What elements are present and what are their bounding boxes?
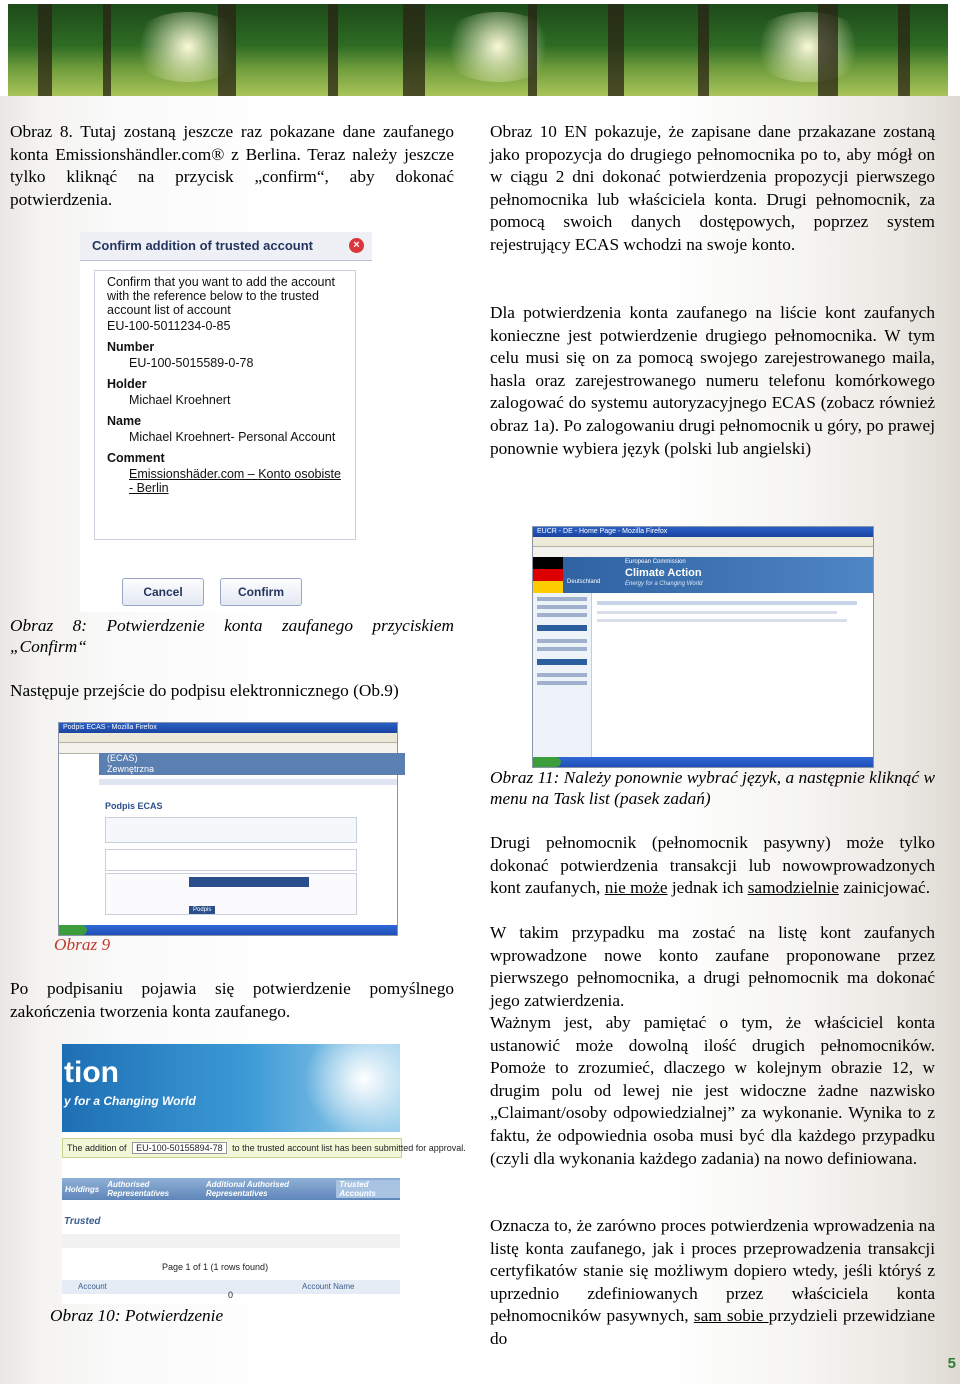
msg-text: to the trusted account list has been submitted for approval. [232, 1143, 466, 1153]
page-number: 5 [947, 1355, 956, 1372]
close-icon: × [349, 238, 364, 253]
tab-trusted-accounts: Trusted Accounts [336, 1180, 400, 1198]
dialog-title-text: Confirm addition of trusted account [92, 238, 313, 253]
paragraph-1: Obraz 10 EN pokazuje, że zapisane dane przakazane zostaną jako propozycja do drugiego pełnomocnika po to, aby mógł on w ciągu 2 dni dokonać potwierdzenia propozycji pierwszego pełnomocnika lub właściciela konta. Drugi pełnomocnik, za pomocą swoich danych dostępowych, poprzez system rejestrujący ECAS wchodzi na swoje konto. [490, 122, 935, 254]
number-value: EU-100-5015589-0-78 [129, 356, 254, 370]
trusted-heading: Trusted [64, 1216, 101, 1227]
paragraph-6: Oznacza to, że zarówno proces potwierdzenia wprowadzenia na listę konta zaufanego, jak i proces przeprowadzenia transakcji certyfikatów stanie się możliwym dopiero wtedy, jeśli któryś z uprzednio zdefiniowanych przez właściciela konta pełnomocników pasywnych, sam sobie przydzieli przewidziane do [490, 1216, 935, 1348]
ecas-brand-sub: Zewnętrzna [107, 764, 155, 774]
msg-label: The addition of [67, 1143, 127, 1153]
pager-text: Page 1 of 1 (1 rows found) [162, 1262, 269, 1272]
country-label: Deutschland [567, 579, 601, 585]
banner-line2: Climate Action [625, 567, 702, 579]
after-signing-text: Po podpisaniu pojawia się potwierdzenie pomyślnego zakończenia tworzenia konta zaufanego. [10, 979, 454, 1021]
comment-value: Emissionshäder.com – Konto osobiste - Berlin [129, 467, 341, 495]
tab-holdings: Holdings [65, 1184, 100, 1194]
trusted-account-confirmation-screenshot [62, 1044, 466, 1304]
cancel-button: Cancel [122, 578, 204, 606]
confirm-trusted-account-dialog-image [80, 232, 380, 612]
obraz11-caption: Obraz 11: Należy ponownie wybrać język, a następnie kliknąć w menu na Task list (pasek zadań) [490, 768, 935, 808]
dialog-intro: Confirm that you want to add the account with the reference below to the trusted account list of account [107, 275, 335, 317]
tab-authorised-representatives: Authorised Representatives [107, 1180, 170, 1198]
obraz9-caption: Obraz 9 [54, 935, 111, 954]
obraz8-caption: Obraz 8: Potwierdzenie konta zaufanego przyciskiem „Confirm“ [10, 616, 454, 656]
name-label: Name [107, 414, 142, 428]
comment-label: Comment [107, 451, 165, 465]
obraz8-intro: Obraz 8. Tutaj zostaną jeszcze raz pokazane dane zaufanego konta Emissionshändler.com® z Berlina. Teraz należy jeszcze tylko kliknąć na przycisk „confirm“, aby dokonać potwierdzenia. [10, 122, 454, 209]
name-value: Michael Kroehnert- Personal Account [129, 430, 336, 444]
tab-additional-authorised-representatives: Additional Authorised Representatives [205, 1180, 290, 1198]
confirm-button: Confirm [220, 578, 302, 606]
eucr-home-page-screenshot [532, 526, 874, 768]
podpis-button: Podpis [189, 906, 215, 914]
paragraph-4: W takim przypadku ma zostać na listę kont zaufanych wprowadzone nowe konto zaufane proponowane przez pierwszego pełnomocnika, a drugi pełnomocnik ma dokonać jego zatwierdzenia. [490, 923, 935, 1010]
eucr-banner [533, 557, 873, 593]
banner-text: tion [64, 1056, 119, 1089]
dialog-body [94, 270, 356, 540]
msg-account-ref: EU-100-50155894-78 [132, 1142, 227, 1154]
climate-action-banner [62, 1044, 400, 1132]
window-title: Podpis ECAS - Mozilla Firefox [59, 723, 397, 733]
dialog-title [80, 232, 372, 261]
tab-bar [62, 1178, 400, 1200]
ecas-heading: Podpis ECAS [105, 801, 163, 811]
holder-label: Holder [107, 377, 147, 391]
banner-sub: y for a Changing World [64, 1094, 196, 1108]
german-flag [533, 557, 563, 593]
underline-sam-sobie: sam sobie [693, 1306, 769, 1326]
paragraph-5: Ważnym jest, aby pamiętać o tym, że właściciel konta ustanowić może dowolną ilość drugich pełnomocników. Pomoże to zrozumieć, dlaczego w kolejnym obrazie 12, w drugim polu od lewej nie jest widoczne żadne nazwisko „Claimant/osoby odpowiedzialnej” za wykonanie. Wynika to z faktu, że odpowiednia osoba musi być dla każdego przypadku (czyli dla wykonania każdego zadania) na nowo definiowana. [490, 1013, 935, 1168]
banner-line3: Energy for a Changing World [625, 581, 703, 587]
col-account-name: Account Name [302, 1282, 355, 1291]
window-title: EUCR - DE - Home Page - Mozilla Firefox [533, 527, 873, 537]
paragraph-2: Dla potwierdzenia konta zaufanego na liście kont zaufanych konieczne jest potwierdzenie drugiego pełnomocnika. W tym celu musi się on za pomocą swojego zarejestrowanego maila, hasla oraz zarejestrowanego numeru telefonu komórkowego zalogować do systemu autoryzacyjnego ECAS (zobacz również obraz 1a). Po zalogowaniu drugi pełnomocnik u góry, po prawej ponownie wybiera język (polski lub angielski) [490, 303, 935, 458]
holder-value: Michael Kroehnert [129, 393, 231, 407]
ecas-banner [99, 753, 405, 775]
ecas-signature-screenshot [58, 722, 398, 936]
number-label: Number [107, 340, 155, 354]
col-account: Account [78, 1282, 107, 1291]
transition-text: Następuje przejście do podpisu elektronnicznego (Ob.9) [10, 681, 399, 700]
ecas-brand: (ECAS) [107, 753, 138, 763]
underline-samodzielnie: samodzielnie [747, 878, 839, 898]
dialog-ref: EU-100-5011234-0-85 [107, 319, 231, 333]
underline-nie-moze: nie może [604, 878, 668, 898]
banner-line1: European Commission [625, 559, 686, 565]
side-menu [533, 593, 592, 757]
forest-header-image [8, 4, 948, 96]
obraz10-caption: Obraz 10: Potwierdzenie [50, 1306, 224, 1325]
paragraph-3: Drugi pełnomocnik (pełnomocnik pasywny) może tylko dokonać potwierdzenia transakcji lub nowowprowadzonych kont zaufanych, nie może jednak ich samodzielnie zainicjować. [490, 833, 935, 898]
row-zero: 0 [228, 1290, 234, 1300]
confirmation-message [62, 1138, 466, 1158]
